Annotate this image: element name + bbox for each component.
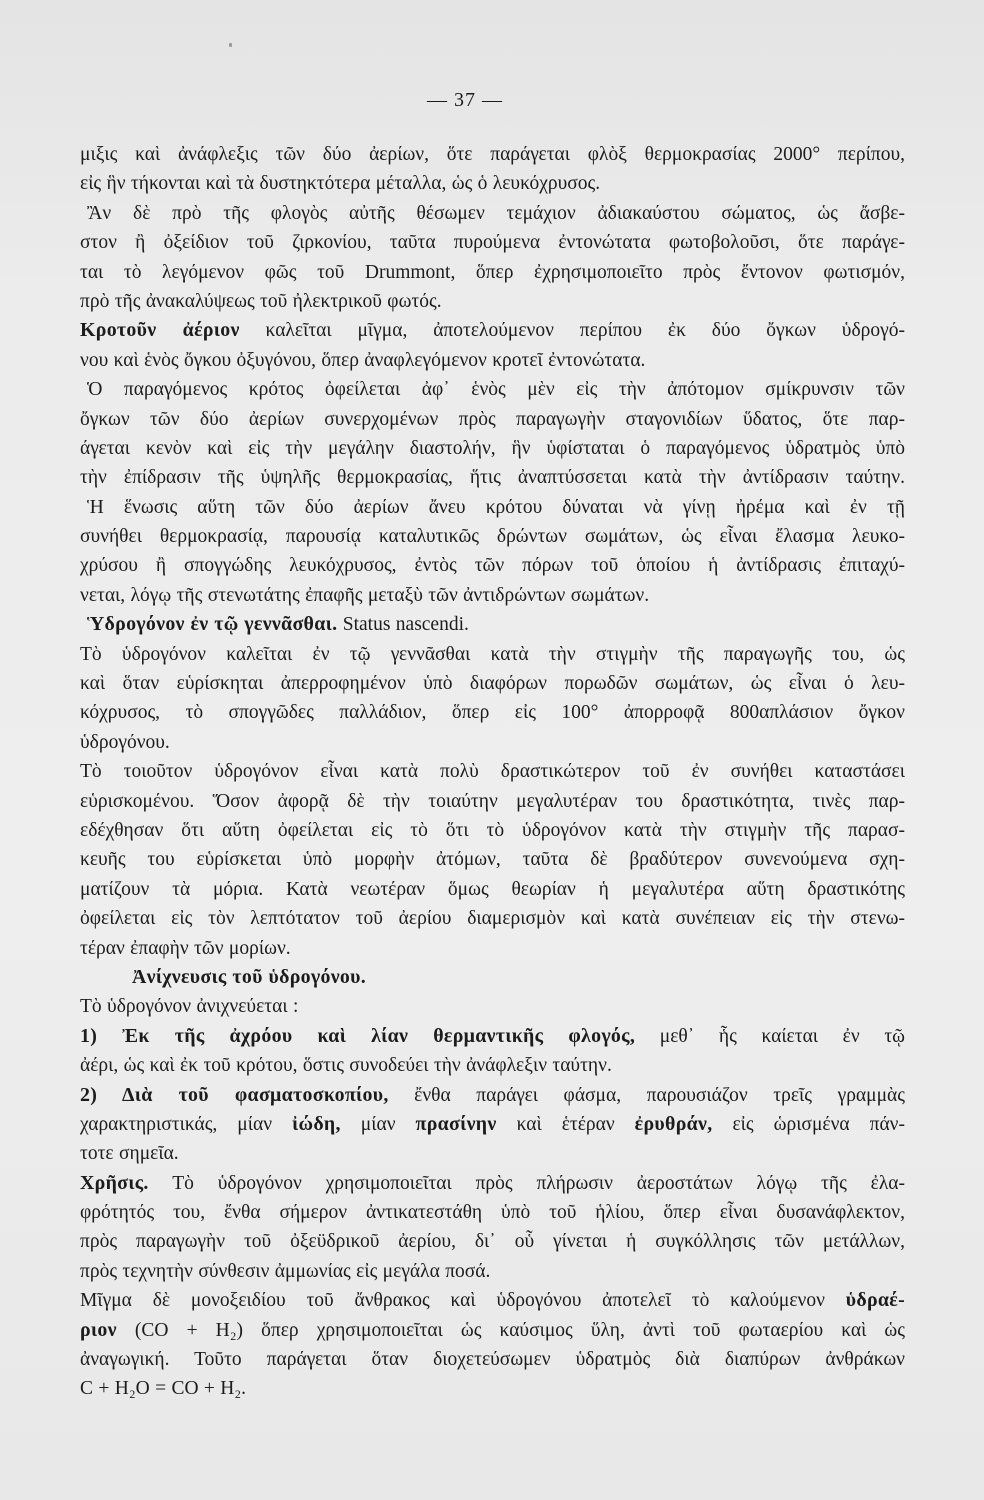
text-line: ται τὸ λεγόμενον φῶς τοῦ Drummont, ὅπερ ἐχρησιμοποιεῖτο πρὸς ἔντονον φωτισμόν,	[80, 261, 905, 283]
text-line: C + H₂O = CO + H₂.	[80, 1378, 247, 1400]
bold-term: ὑδραέ-	[845, 1289, 905, 1312]
bold-term: ἰώδη,	[292, 1112, 341, 1135]
text-line: τοτε σημεῖα.	[80, 1143, 179, 1165]
bold-term: πρασίνην	[415, 1112, 497, 1135]
section-heading: Ἀνίχνευσις τοῦ ὑδρογόνου.	[132, 965, 367, 988]
text-line	[80, 610, 905, 639]
text-line	[80, 316, 905, 345]
text-line: εὑρισκομένου. Ὅσον ἀφορᾷ δὲ τὴν τοιαύτην μεγαλυτέραν του δραστικότητα, τινὲς παρ-	[80, 790, 905, 812]
text-line: εδέχθησαν ὅτι αὕτη ὀφείλεται εἰς τὸ ὅτι τὸ ὑδρογόνον κατὰ τὴν στιγμὴν τῆς παρασ-	[80, 819, 905, 841]
text-segment: (CO + H₂) ὅπερ χρησιμοποιεῖται ὡς καύσιμος ὕλη, ἀντὶ τοῦ φωταερίου καὶ ὡς	[116, 1319, 905, 1341]
bold-term: Κροτοῦν ἀέριον	[80, 319, 240, 342]
text-line: τέραν ἐπαφὴν τῶν μορίων.	[80, 937, 291, 959]
text-segment: μίαν	[340, 1113, 416, 1135]
text-line: Ὁ παραγόμενος κρότος ὀφείλεται ἀφ᾽ ἑνὸς μὲν εἰς τὴν ἀπότομον σμίκρυνσιν τῶν	[87, 379, 905, 401]
text-line	[80, 963, 905, 992]
text-line: ὀφείλεται εἰς τὸν λεπτότατον τοῦ ἀερίου διαμερισμὸν καὶ κατὰ συνέπειαν εἰς τὴν στενω-	[80, 908, 905, 930]
page-number: — 37 —	[427, 89, 503, 111]
text-line: πρὸς τεχνητὴν σύνθεσιν ἀμμωνίας εἰς μεγάλα ποσά.	[80, 1260, 491, 1282]
text-line	[80, 1286, 905, 1315]
text-segment: Status nascendi.	[337, 614, 469, 636]
text-line: τὴν ἐπίδρασιν τῆς ὑψηλῆς θερμοκρασίας, ἥτις ἀναπτύσσεται κατὰ τὴν ἀντίδρασιν ταύτην.	[80, 467, 905, 489]
text-segment: εἰς ὡρισμένα πάν-	[712, 1113, 905, 1135]
body-text	[80, 140, 905, 1404]
text-line: ματίζουν τὰ μόρια. Κατὰ νεωτέραν ὅμως θεωρίαν ἡ μεγαλυτέρα αὕτη δραστικότης	[80, 878, 905, 900]
text-line: μιξις καὶ ἀνάφλεξις τῶν δύο ἀερίων, ὅτε παράγεται φλὸξ θερμοκρασίας 2000° περίπου,	[80, 144, 905, 165]
text-line	[80, 1169, 905, 1198]
text-line: Τὸ ὑδρογόνον ἀνιχνεύεται :	[80, 996, 299, 1018]
text-line	[80, 1316, 905, 1345]
text-line: φρότητός του, ἔνθα σήμερον ἀντικατεστάθη ὑπὸ τοῦ ἡλίου, ὅπερ εἶναι δυσανάφλεκτον,	[80, 1202, 905, 1224]
text-line: νου καὶ ἑνὸς ὄγκου ὀξυγόνου, ὅπερ ἀναφλεγόμενον κροτεῖ ἐντονώτατα.	[80, 349, 646, 371]
text-line: Ἡ ἕνωσις αὕτη τῶν δύο ἀερίων ἄνευ κρότου δύναται νὰ γίνῃ ἠρέμα καὶ ἐν τῇ	[87, 496, 905, 518]
text-line: ἀέρι, ὡς καὶ ἐκ τοῦ κρότου, ὅστις συνοδεύει τὴν ἀνάφλεξιν ταύτην.	[80, 1055, 612, 1077]
text-segment: καὶ ἑτέραν	[496, 1113, 635, 1135]
bold-term: ἐρυθράν,	[634, 1112, 713, 1135]
text-line	[80, 1022, 905, 1051]
scan-speck	[229, 43, 232, 47]
bold-term: ριον	[80, 1318, 117, 1341]
text-line: ἀναγωγική. Τοῦτο παράγεται ὅταν διοχετεύσωμεν ὑδρατμὸς διὰ διαπύρων ἀνθράκων	[80, 1349, 905, 1371]
bold-term: Χρῆσις.	[80, 1171, 149, 1194]
text-line	[80, 1081, 905, 1110]
text-line: κευῆς του εὑρίσκεται ὑπὸ μορφὴν ἀτόμων, ταῦτα δὲ βραδύτερον συνενούμενα σχη-	[80, 849, 905, 871]
text-line: συνήθει θερμοκρασίᾳ, παρουσίᾳ καταλυτικῶς δρώντων σωμάτων, ὡς εἶναι ἔλασμα λευκο-	[80, 526, 905, 548]
text-line: ὑδρογόνου.	[80, 731, 170, 753]
text-segment: Τὸ ὑδρογόνον χρησιμοποιεῖται πρὸς πλήρωσιν ἀεροστάτων λόγῳ τῆς ἐλα-	[148, 1172, 905, 1194]
text-line: νεται, λόγῳ τῆς στενωτάτης ἐπαφῆς μεταξὺ τῶν ἀντιδρώντων σωμάτων.	[80, 584, 650, 606]
bold-term: 2) Διὰ τοῦ φασματοσκοπίου,	[80, 1083, 389, 1106]
text-segment: ἔνθα παράγει φάσμα, παρουσιάζον τρεῖς γραμμὰς	[388, 1084, 905, 1106]
text-line: Τὸ ὑδρογόνον καλεῖται ἐν τῷ γεννᾶσθαι κατὰ τὴν στιγμὴν τῆς παραγωγῆς του, ὡς	[80, 643, 905, 665]
text-line: πρὸ τῆς ἀνακαλύψεως τοῦ ἠλεκτρικοῦ φωτός.	[80, 290, 442, 312]
text-segment: χαρακτηριστικάς, μίαν	[80, 1113, 293, 1135]
text-line: άγεται κενὸν καὶ εἰς τὴν μεγάλην διαστολήν, ἣν ὑφίσταται ὁ παραγόμενος ὑδρατμὸς ὑπὸ	[80, 437, 905, 459]
text-line: χρύσου ἢ σπογγώδης λευκόχρυσος, ἐντὸς τῶν πόρων τοῦ ὁποίου ἡ ἀντίδρασις ἐπιταχύ-	[80, 555, 905, 577]
text-line: Τὸ τοιοῦτον ὑδρογόνον εἶναι κατὰ πολὺ δραστικώτερον τοῦ ἐν συνήθει καταστάσει	[80, 761, 905, 783]
text-line: καὶ ὅταν εὑρίσκηται ἀπερροφημένον ὑπὸ διαφόρων πορωδῶν σωμάτων, ὡς εἶναι ὁ λευ-	[80, 673, 905, 695]
text-line: ὄγκων τῶν δύο ἀερίων συνερχομένων πρὸς παραγωγὴν σταγονιδίων ὕδατος, ὅτε παρ-	[80, 408, 905, 430]
section-heading: Ὑδρογόνον ἐν τῷ γεννᾶσθαι.	[87, 613, 338, 636]
text-line: στον ἢ ὀξείδιον τοῦ ζιρκονίου, ταῦτα πυρούμενα ἐντονώτατα φωτοβολοῦσι, ὅτε παράγε-	[80, 232, 905, 254]
text-line: Ἂν δὲ πρὸ τῆς φλογὸς αὐτῆς θέσωμεν τεμάχιον ἀδιακαύστου σώματος, ὡς ἄσβε-	[87, 202, 905, 224]
text-line: εἰς ἣν τήκονται καὶ τὰ δυστηκτότερα μέταλλα, ὡς ὁ λευκόχρυσος.	[80, 173, 601, 195]
text-line: πρὸς παραγωγὴν τοῦ ὀξεϋδρικοῦ ἀερίου, δι᾽ οὗ γίνεται ἡ συγκόλλησις τῶν μετάλλων,	[80, 1231, 905, 1253]
bold-term: 1) Ἐκ τῆς ἀχρόου καὶ λίαν θερμαντικῆς φλογός,	[80, 1024, 636, 1047]
text-line	[80, 1110, 905, 1139]
text-line: κόχρυσος, τὸ σπογγῶδες παλλάδιον, ὅπερ εἰς 100° ἀπορροφᾷ 800απλάσιον ὄγκον	[80, 702, 905, 724]
text-segment: Μῖγμα δὲ μονοξειδίου τοῦ ἄνθρακος καὶ ὑδρογόνου ἀποτελεῖ τὸ καλούμενον	[80, 1290, 846, 1312]
text-segment: καλεῖται μῖγμα, ἀποτελούμενον περίπου ἐκ δύο ὄγκων ὑδρογό-	[239, 320, 905, 342]
text-segment: μεθ᾽ ἧς καίεται ἐν τῷ	[635, 1025, 905, 1047]
